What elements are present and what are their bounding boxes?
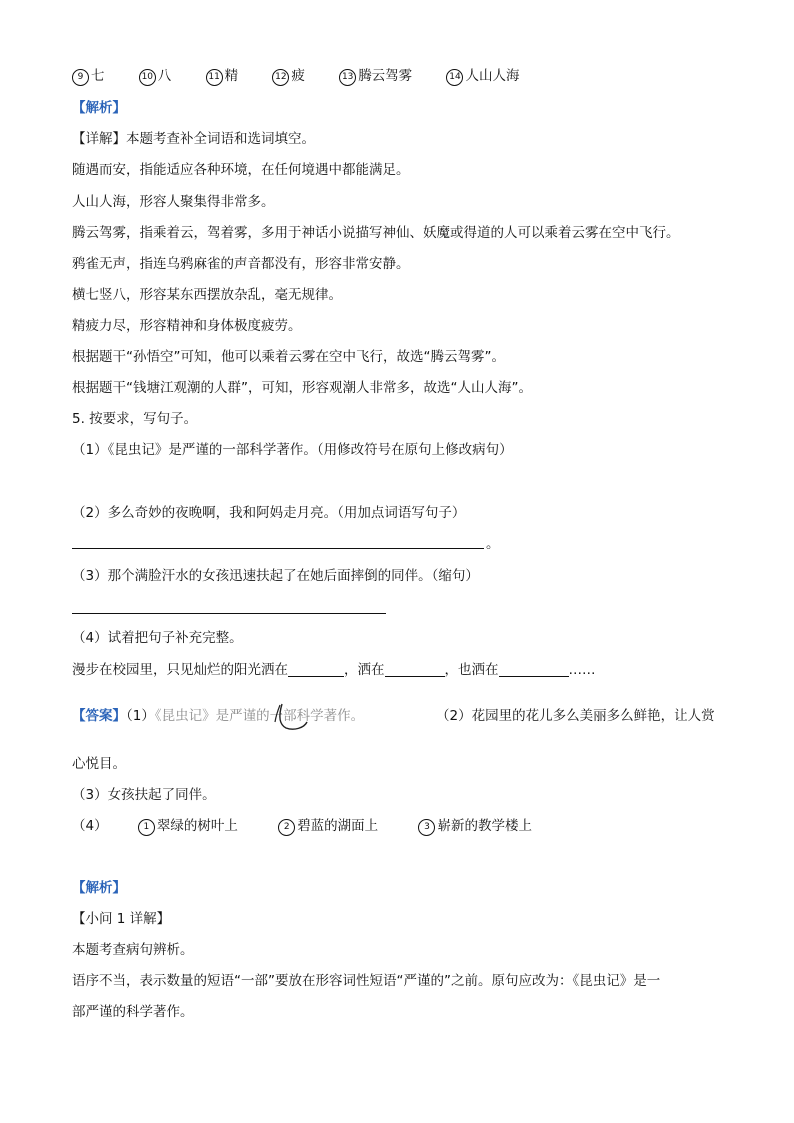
answer-4-item-2 xyxy=(278,816,378,836)
answer-line-3: （3）女孩扶起了同伴。 xyxy=(72,787,216,803)
answer-4-item-1 xyxy=(138,816,238,836)
answer-blank-end: 。 xyxy=(486,536,500,552)
corrected-sentence-b: 一部科学著作。 xyxy=(269,708,365,724)
answer-line-4 xyxy=(72,816,568,836)
analysis-heading: 【解析】 xyxy=(72,100,126,116)
circled-number: 12 xyxy=(272,69,289,86)
circled-number: 1 xyxy=(138,819,155,836)
answer-text: 人山人海 xyxy=(465,68,520,84)
analysis-heading-2: 【解析】 xyxy=(72,880,126,896)
detail-line xyxy=(72,129,315,149)
answer-item-13 xyxy=(339,66,412,86)
answer-text: 腾云驾雾 xyxy=(358,68,413,84)
correction-mark-icon xyxy=(250,696,320,736)
explanation-line: 随遇而安，指能适应各种环境，在任何境遇中都能满足。 xyxy=(72,162,410,178)
answer-text: 疲 xyxy=(291,68,305,84)
answer-line-1 xyxy=(72,706,364,726)
explanation-line: 语序不当，表示数量的短语“一部”要放在形容词性短语“严谨的”之前。原句应改为：《昆虫记》是一 xyxy=(72,973,661,989)
question-5-4-sentence xyxy=(72,660,596,680)
answer-item-10 xyxy=(139,66,172,86)
answer-item-14 xyxy=(446,66,519,86)
subquestion-1-heading: 【小问 1 详解】 xyxy=(72,911,171,927)
circled-number: 3 xyxy=(418,819,435,836)
answer-blank-line xyxy=(72,548,484,549)
corrected-sentence-a: 《昆虫记》是严谨的 xyxy=(154,708,270,724)
answer-part-label: （4） xyxy=(72,818,108,834)
answer-heading: 【答案】 xyxy=(72,708,126,724)
answer-number-row xyxy=(72,66,549,86)
answer-text: 精 xyxy=(224,68,239,84)
answer-4-item-3 xyxy=(418,816,532,836)
detail-text: 本题考查补全词语和选词填空。 xyxy=(126,131,315,147)
fill-blank xyxy=(288,662,344,677)
explanation-line: 精疲力尽，形容精神和身体极度疲劳。 xyxy=(72,318,302,334)
circled-number: 10 xyxy=(139,69,156,86)
fill-blank xyxy=(385,662,445,677)
circled-number: 9 xyxy=(72,69,89,86)
circled-number: 2 xyxy=(278,819,295,836)
question-5-title: 5. 按要求，写句子。 xyxy=(72,411,198,427)
answer-text: 翠绿的树叶上 xyxy=(156,818,238,834)
circled-number: 14 xyxy=(446,69,463,86)
detail-tag: 【详解】 xyxy=(72,131,126,147)
circled-number: 13 xyxy=(339,69,356,86)
answer-line-2-cont: 心悦目。 xyxy=(72,756,126,772)
question-5-4: （4）试着把句子补充完整。 xyxy=(72,630,243,646)
question-5-3: （3）那个满脸汗水的女孩迅速扶起了在她后面摔倒的同伴。（缩句） xyxy=(72,568,479,584)
explanation-line: 本题考查病句辨析。 xyxy=(72,942,194,958)
answer-text: 崭新的教学楼上 xyxy=(437,818,532,834)
fill-blank xyxy=(499,662,569,677)
answer-part-label: （1） xyxy=(126,708,155,724)
question-5-2: （2）多么奇妙的夜晚啊，我和阿妈走月亮。（用加点词语写句子） xyxy=(72,505,466,521)
sentence-part: ，洒在 xyxy=(344,662,385,678)
explanation-line: 横七竖八，形容某东西摆放杂乱，毫无规律。 xyxy=(72,287,342,303)
explanation-line: 部严谨的科学著作。 xyxy=(72,1004,194,1020)
answer-text: 八 xyxy=(157,68,172,84)
explanation-line: 腾云驾雾，指乘着云，驾着雾，多用于神话小说描写神仙、妖魔或得道的人可以乘着云雾在空中飞行。 xyxy=(72,225,680,241)
answer-item-11 xyxy=(206,66,239,86)
explanation-line: 根据题干“钱塘江观潮的人群”，可知，形容观潮人非常多，故选“人山人海”。 xyxy=(72,380,532,396)
circled-number: 11 xyxy=(206,69,223,86)
answer-text: 碧蓝的湖面上 xyxy=(297,818,379,834)
explanation-line: 根据题干“孙悟空”可知，他可以乘着云雾在空中飞行，故选“腾云驾雾”。 xyxy=(72,349,505,365)
sentence-part: …… xyxy=(568,662,596,678)
question-5-1: （1）《昆虫记》是严谨的一部科学著作。（用修改符号在原句上修改病句） xyxy=(72,442,513,458)
answer-line-2: （2）花园里的花儿多么美丽多么鲜艳，让人赏 xyxy=(436,708,715,724)
answer-item-12 xyxy=(272,66,305,86)
explanation-line: 鸦雀无声，指连乌鸦麻雀的声音都没有，形容非常安静。 xyxy=(72,256,410,272)
sentence-part: 漫步在校园里，只见灿烂的阳光洒在 xyxy=(72,662,288,678)
answer-item-9 xyxy=(72,66,105,86)
explanation-line: 人山人海，形容人聚集得非常多。 xyxy=(72,194,275,210)
answer-text: 七 xyxy=(91,68,105,84)
answer-blank-line xyxy=(72,613,386,614)
sentence-part: ，也洒在 xyxy=(444,662,499,678)
